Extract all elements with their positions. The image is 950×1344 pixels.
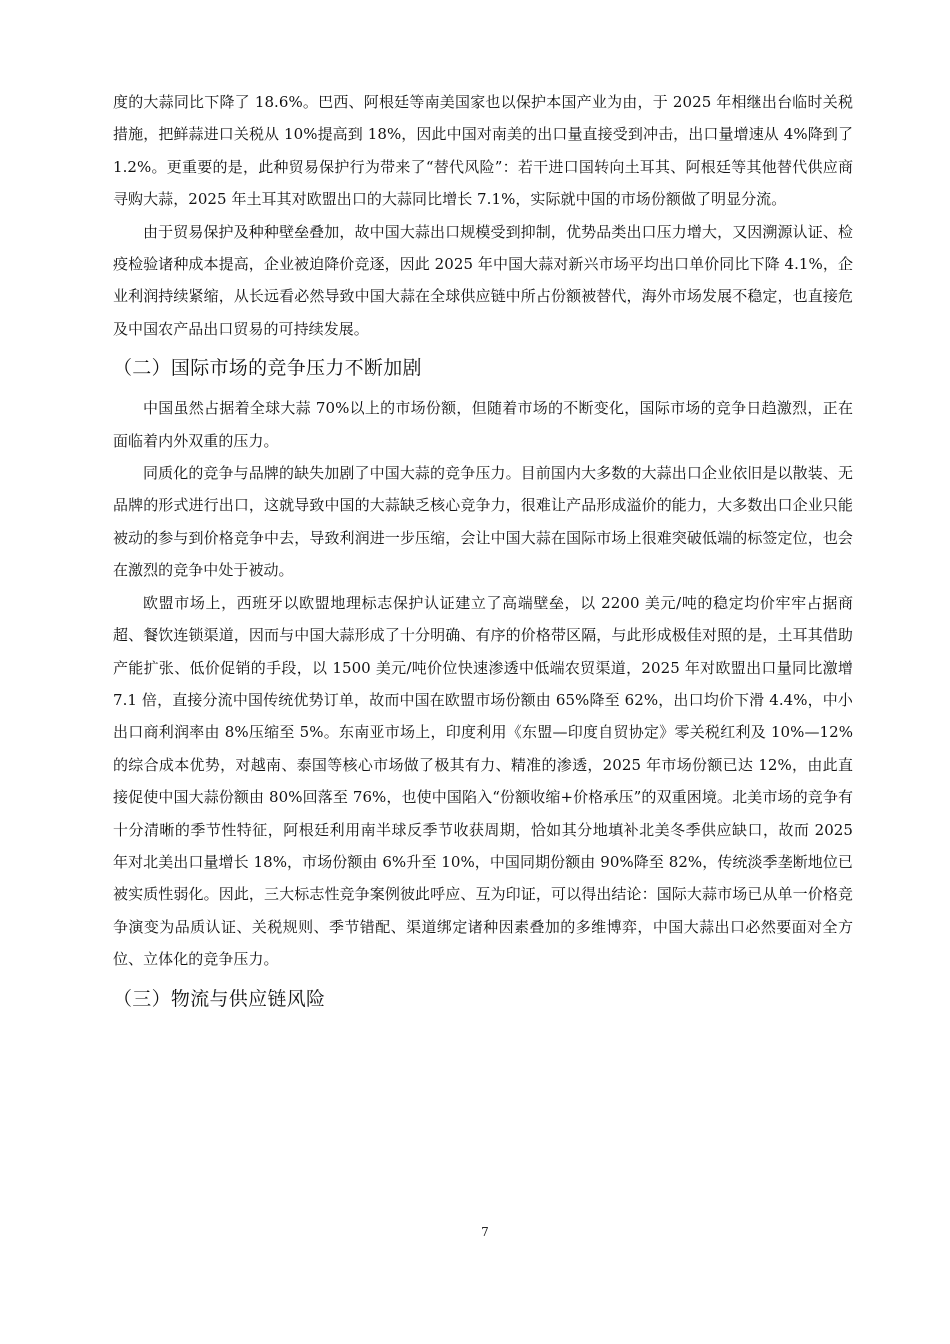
paragraph-brand-competition: 同质化的竞争与品牌的缺失加剧了中国大蒜的竞争压力。目前国内大多数的大蒜出口企业依旧是以散装、无品牌的形式进行出口，这就导致中国的大蒜缺乏核心竞争力，很难让产品形成溢价的能力，大多数出口企业只能被动的参与到价格竞争中去，导致利润进一步压缩，会让中国大蒜在国际市场上很难突破低端的标签定位，也会在激烈的竞争中处于被动。 <box>113 464 853 580</box>
paragraph-market-share: 中国虽然占据着全球大蒜 70%以上的市场份额，但随着市场的不断变化，国际市场的竞争日趋激烈，正在面临着内外双重的压力。 <box>113 399 853 450</box>
document-body <box>113 86 853 1023</box>
paragraph-continued: 度的大蒜同比下降了 18.6%。巴西、阿根廷等南美国家也以保护本国产业为由，于 2025 年相继出台临时关税措施，把鲜蒜进口关税从 10%提高到 18%，因此中国对南美的出口量直接受到冲击，出口量增速从 4%降到了 1.2%。更重要的是，此种贸易保护行为带来了“替代风险”：若干进口国转向土耳其、阿根廷等其他替代供应商寻购大蒜，2025 年土耳其对欧盟出口的大蒜同比增长 7.1%，实际就中国的市场份额做了明显分流。 <box>113 93 853 209</box>
page-number: 7 <box>481 1225 489 1239</box>
paragraph-trade-barriers: 由于贸易保护及种种壁垒叠加，故中国大蒜出口规模受到抑制，优势品类出口压力增大，又因溯源认证、检疫检验诸种成本提高，企业被迫降价竞逐，因此 2025 年中国大蒜对新兴市场平均出口单价同比下降 4.1%，企业利润持续紧缩，从长远看必然导致中国大蒜在全球供应链中所占份额被替代，海外市场发展不稳定，也直接危及中国农产品出口贸易的可持续发展。 <box>113 222 853 338</box>
section-heading-logistics: （三）物流与供应链风险 <box>113 987 326 1010</box>
section-heading-competition: （二）国际市场的竞争压力不断加剧 <box>113 357 422 380</box>
paragraph-regional-markets: 欧盟市场上，西班牙以欧盟地理标志保护认证建立了高端壁垒，以 2200 美元/吨的稳定均价牢牢占据商超、餐饮连锁渠道，因而与中国大蒜形成了十分明确、有序的价格带区隔，与此形成极佳对照的是，土耳其借助产能扩张、低价促销的手段，以 1500 美元/吨价位快速渗透中低端农贸渠道，2025 年对欧盟出口量同比激增 7.1 倍，直接分流中国传统优势订单，故而中国在欧盟市场份额由 65%降至 62%，出口均价下滑 4.4%，中小出口商利润率由 8%压缩至 5%。东南亚市场上，印度利用《东盟—印度自贸协定》零关税红利及 10%—12%的综合成本优势，对越南、泰国等核心市场做了极其有力、精准的渗透，2025 年市场份额已达 12%，由此直接促使中国大蒜份额由 80%回落至 76%，也使中国陷入“份额收缩+价格承压”的双重困境。北美市场的竞争有十分清晰的季节性特征，阿根廷利用南半球反季节收获周期，恰如其分地填补北美冬季供应缺口，故而 2025 年对北美出口量增长 18%，市场份额由 6%升至 10%，中国同期份额由 90%降至 82%，传统淡季垄断地位已被实质性弱化。因此，三大标志性竞争案例彼此呼应、互为印证，可以得出结论：国际大蒜市场已从单一价格竞争演变为品质认证、关税规则、季节错配、渠道绑定诸种因素叠加的多维博弈，中国大蒜出口必然要面对全方位、立体化的竞争压力。 <box>113 593 853 969</box>
